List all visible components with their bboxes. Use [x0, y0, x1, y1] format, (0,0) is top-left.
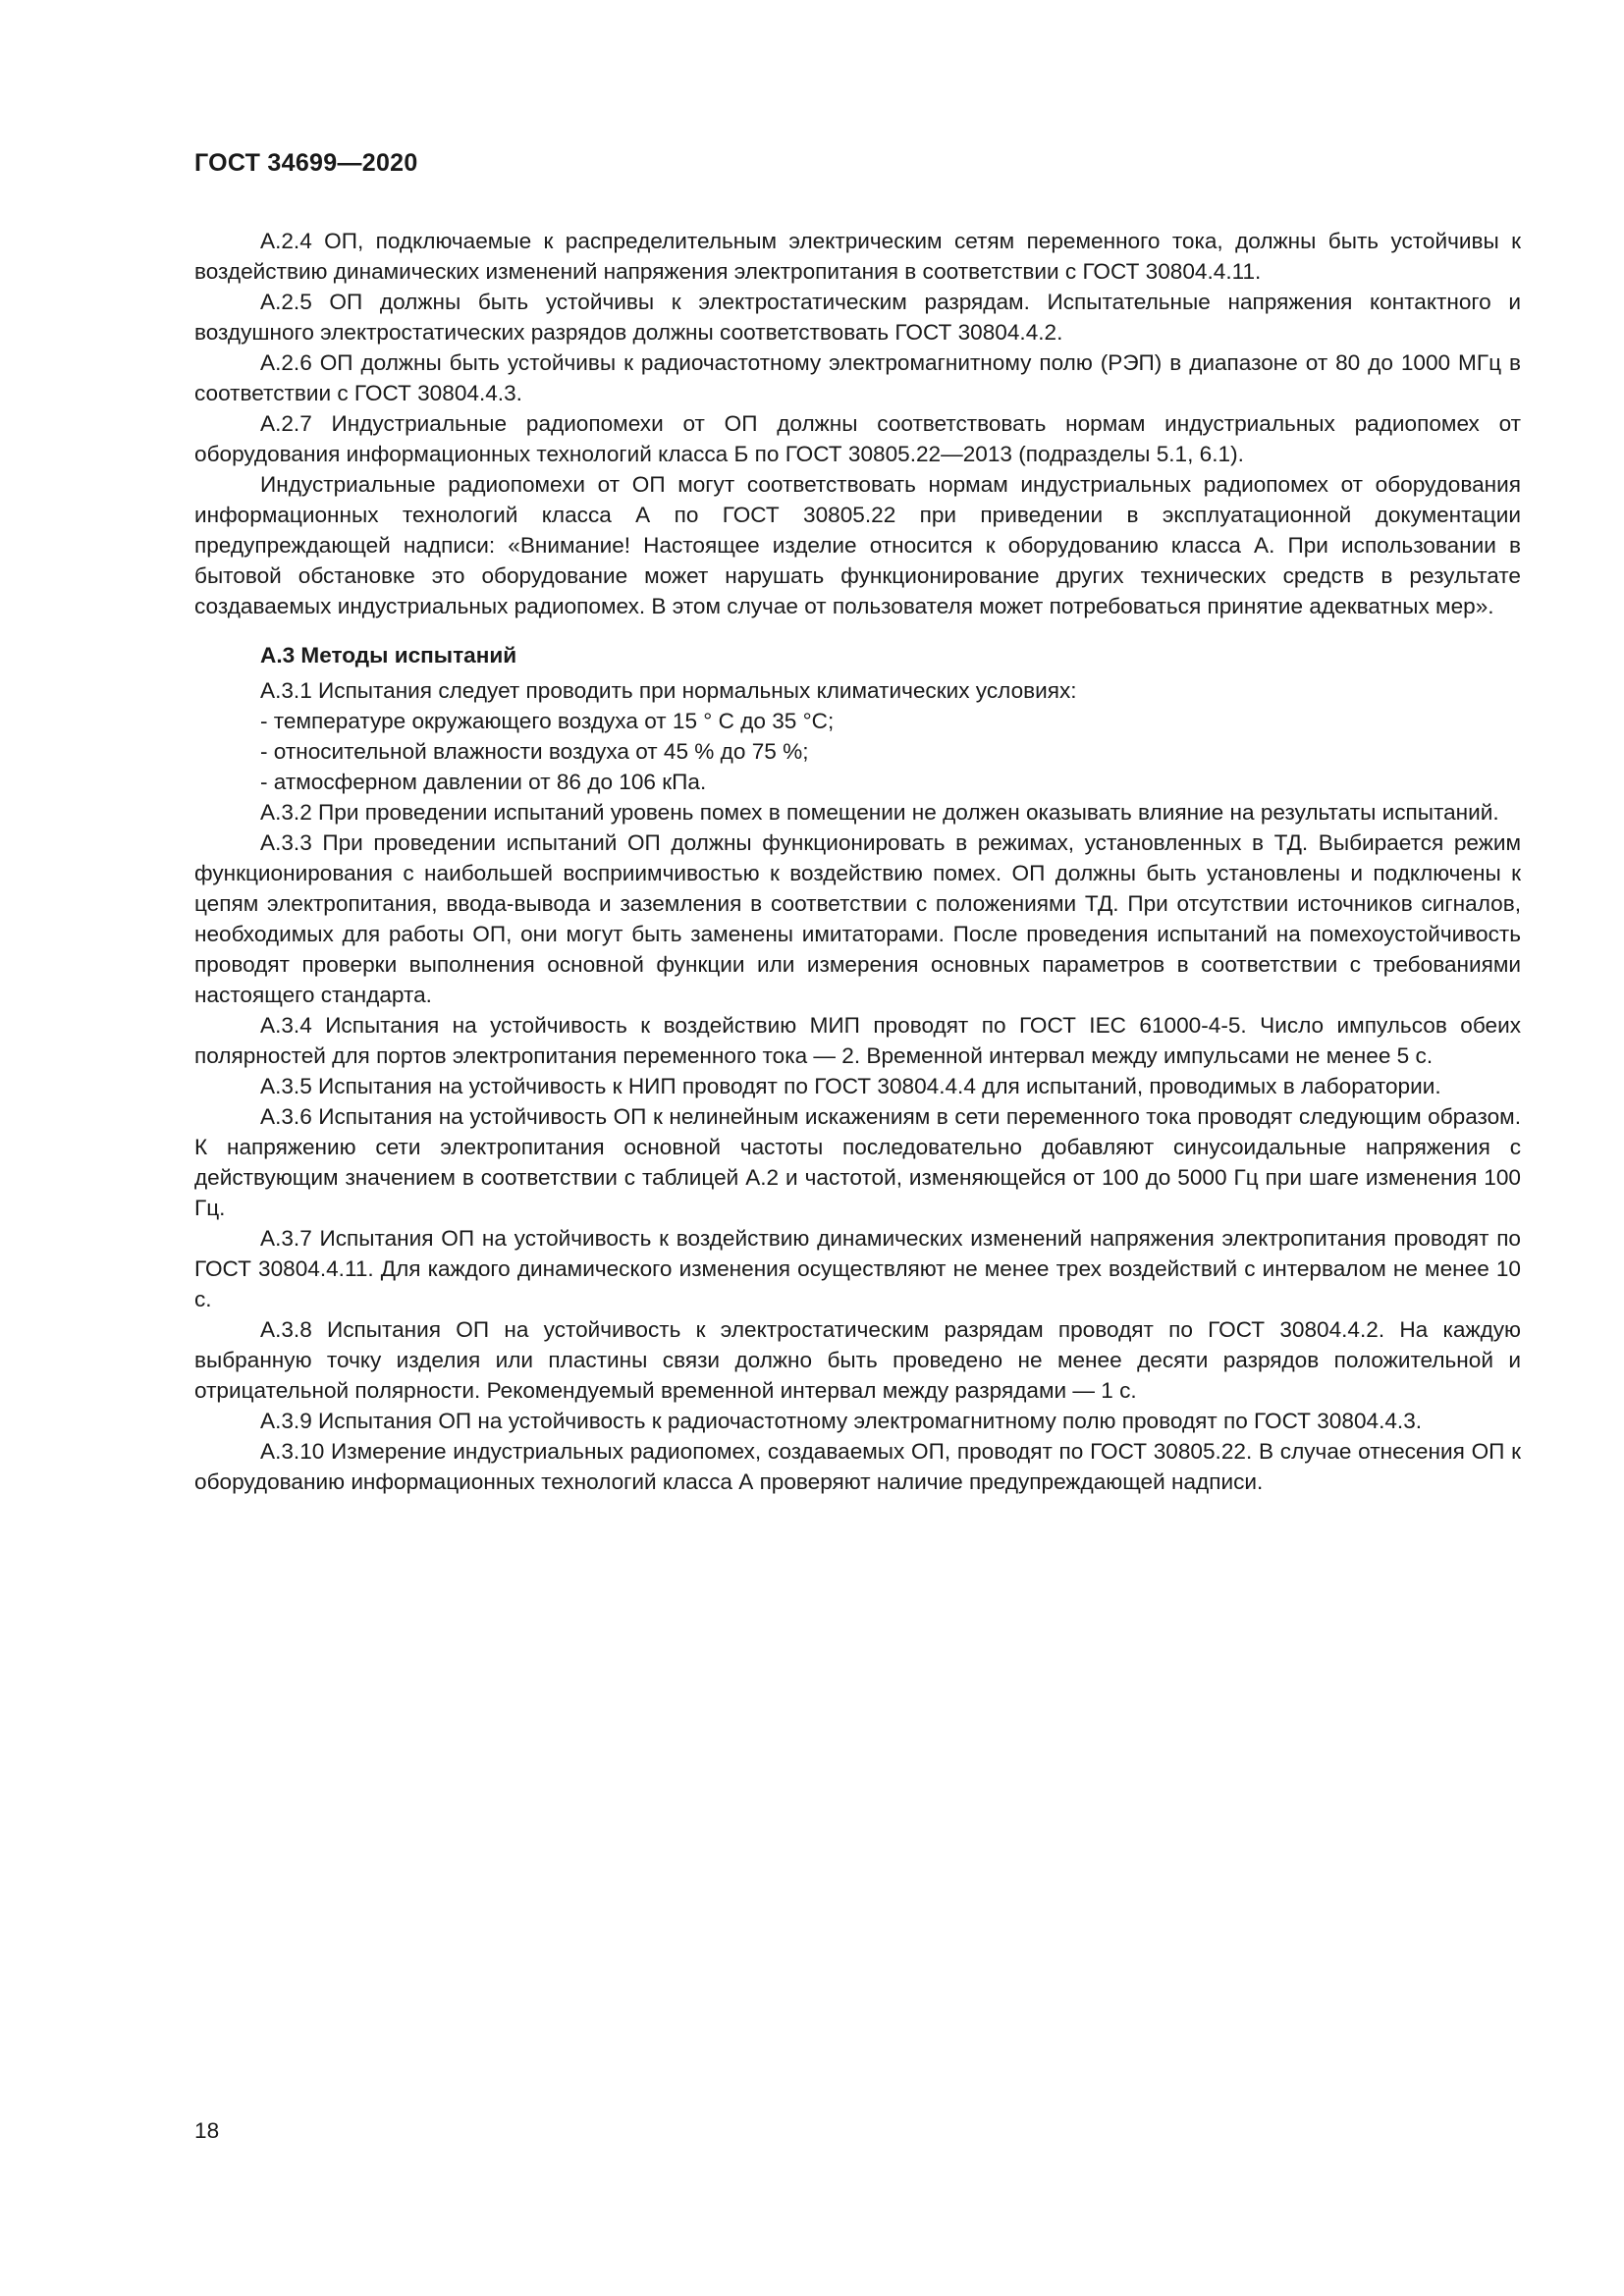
paragraph-a-3-1: А.3.1 Испытания следует проводить при нормальных климатических условиях:	[260, 678, 1077, 703]
list-item-humidity: - относительной влажности воздуха от 45 % до 75 %;	[260, 739, 809, 764]
paragraph-a-3-8: А.3.8 Испытания ОП на устойчивость к электростатическим разрядам проводят по ГОСТ 30804.4.2. На каждую выбранную точку изделия или пластины связи должно быть проведено не менее десяти разрядов положительной и отрицательной полярности. Рекомендуемый временной интервал между разрядами — 1 с.	[194, 1317, 1521, 1403]
paragraph-a-3-6: А.3.6 Испытания на устойчивость ОП к нелинейным искажениям в сети переменного тока проводят следующим образом. К напряжению сети электропитания основной частоты последовательно добавляют синусоидальные напряжения с действующим значением в соответствии с таблицей А.2 и частотой, изменяющейся от 100 до 5000 Гц при шаге изменения 100 Гц.	[194, 1104, 1521, 1220]
paragraph-a-2-5: А.2.5 ОП должны быть устойчивы к электростатическим разрядам. Испытательные напряжения контактного и воздушного электростатических разрядов должны соответствовать ГОСТ 30804.4.2.	[194, 290, 1521, 345]
paragraph-a-3-10: А.3.10 Измерение индустриальных радиопомех, создаваемых ОП, проводят по ГОСТ 30805.22. В случае отнесения ОП к оборудованию информационных технологий класса А проверяют наличие предупреждающей надписи.	[194, 1439, 1521, 1494]
paragraph-a-3-3: А.3.3 При проведении испытаний ОП должны функционировать в режимах, установленных в ТД. Выбирается режим функционирования с наибольшей восприимчивостью к воздействию помех. ОП должны быть установлены и подключены к цепям электропитания, ввода-вывода и заземления в соответствии с положениями ТД. При отсутствии источников сигналов, необходимых для работы ОП, они могут быть заменены имитаторами. После проведения испытаний на помехоустойчивость проводят проверки выполнения основной функции или измерения основных параметров в соответствии с требованиями настоящего стандарта.	[194, 830, 1521, 1007]
document-header-title: ГОСТ 34699—2020	[194, 149, 418, 177]
paragraph-a-3-9: А.3.9 Испытания ОП на устойчивость к радиочастотному электромагнитному полю проводят по ГОСТ 30804.4.3.	[260, 1409, 1423, 1433]
paragraph-a-2-6: А.2.6 ОП должны быть устойчивы к радиочастотному электромагнитному полю (РЭП) в диапазоне от 80 до 1000 МГц в соответствии с ГОСТ 30804.4.3.	[194, 350, 1521, 405]
paragraph-a-3-2: А.3.2 При проведении испытаний уровень помех в помещении не должен оказывать влияние на результаты испытаний.	[260, 800, 1499, 825]
page-number: 18	[194, 2118, 220, 2143]
section-heading-a-3: А.3 Методы испытаний	[260, 643, 517, 667]
list-item-temperature: - температуре окружающего воздуха от 15 ° С до 35 °С;	[260, 709, 835, 733]
paragraph-a-2-4: А.2.4 ОП, подключаемые к распределительным электрическим сетям переменного тока, должны быть устойчивы к воздействию динамических изменений напряжения электропитания в соответствии с ГОСТ 30804.4.11.	[194, 229, 1521, 284]
paragraph-a-3-7: А.3.7 Испытания ОП на устойчивость к воздействию динамических изменений напряжения электропитания проводят по ГОСТ 30804.4.11. Для каждого динамического изменения осуществляют не менее трех воздействий с интервалом не менее 10 с.	[194, 1226, 1521, 1311]
paragraph-a-3-5: А.3.5 Испытания на устойчивость к НИП проводят по ГОСТ 30804.4.4 для испытаний, проводимых в лаборатории.	[260, 1074, 1441, 1098]
paragraph-a-3-4: А.3.4 Испытания на устойчивость к воздействию МИП проводят по ГОСТ IEC 61000-4-5. Число импульсов обеих полярностей для портов электропитания переменного тока — 2. Временной интервал между импульсами не менее 5 с.	[194, 1013, 1521, 1068]
paragraph-class-a-note: Индустриальные радиопомехи от ОП могут соответствовать нормам индустриальных радиопомех от оборудования информационных технологий класса А по ГОСТ 30805.22 при приведении в эксплуатационной документации предупреждающей надписи: «Внимание! Настоящее изделие относится к оборудованию класса А. При использовании в бытовой обстановке это оборудование может нарушать функционирование других технических средств в результате создаваемых индустриальных радиопомех. В этом случае от пользователя может потребоваться принятие адекватных мер».	[194, 472, 1521, 618]
paragraph-a-2-7: А.2.7 Индустриальные радиопомехи от ОП должны соответствовать нормам индустриальных радиопомех от оборудования информационных технологий класса Б по ГОСТ 30805.22—2013 (подразделы 5.1, 6.1).	[194, 411, 1521, 466]
document-body	[194, 226, 1521, 1497]
list-item-pressure: - атмосферном давлении от 86 до 106 кПа.	[260, 770, 707, 794]
